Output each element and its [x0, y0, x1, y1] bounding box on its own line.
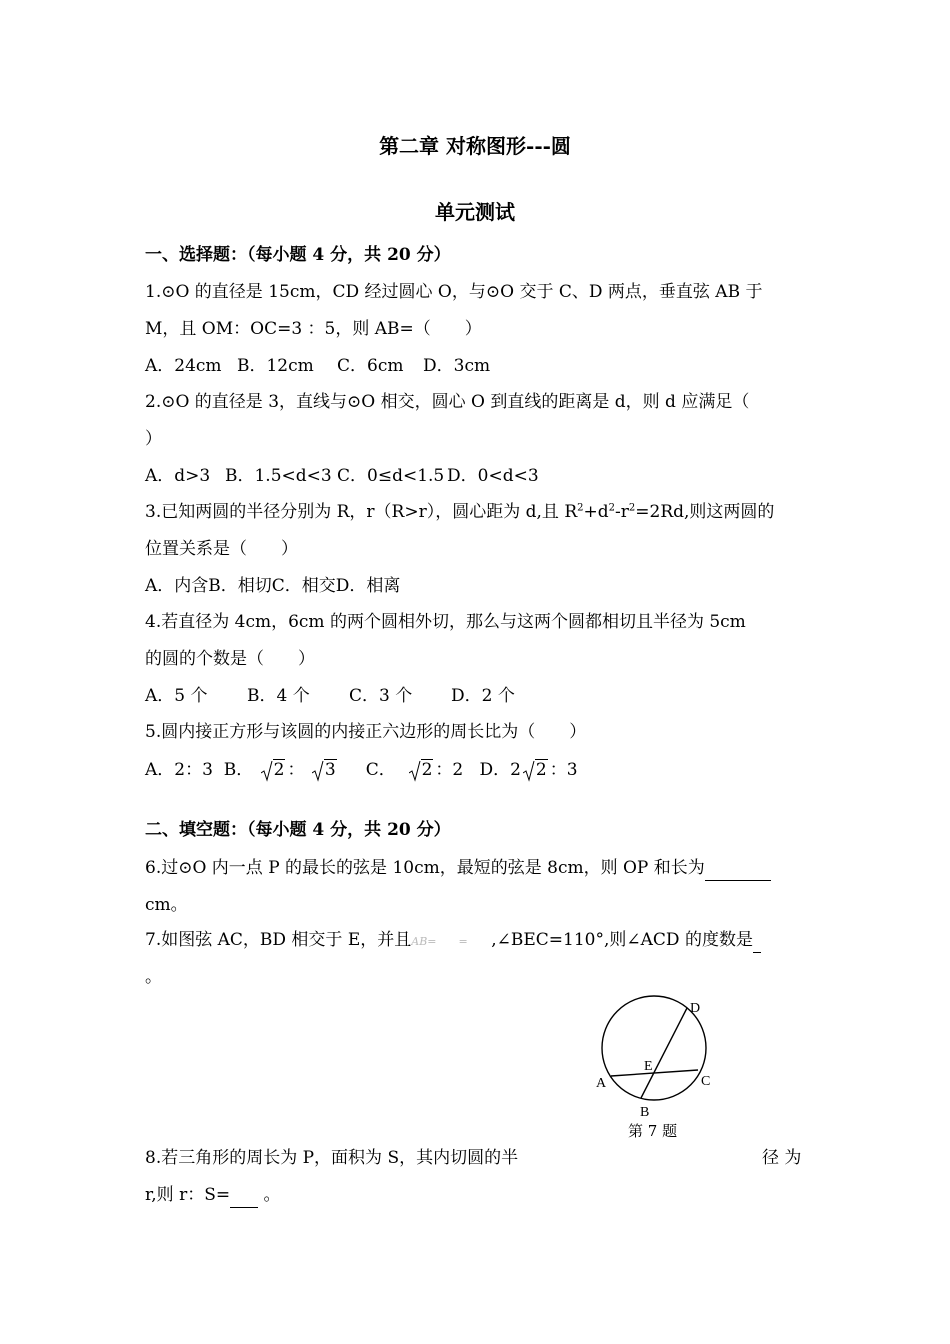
q8-line1-b: 径 为: [762, 1148, 802, 1168]
q3-options: [145, 574, 400, 598]
q7-text-b: ,∠BEC=110°,则∠ACD 的度数是: [491, 930, 753, 950]
q1-option-a: A．24cm: [145, 356, 222, 376]
q5-option-d-label: D．2: [479, 760, 521, 780]
label-d: D: [690, 1001, 701, 1016]
q4-option-a: A．5 个: [145, 686, 208, 706]
q1-line1: 1.⊙O 的直径是 15cm，CD 经过圆心 O，与⊙O 交于 C、D 两点，垂直弦 AB 于: [145, 282, 763, 302]
chord-bd: [641, 1008, 687, 1098]
q3-sup-1: 2: [577, 502, 584, 514]
q2-option-d: D．0<d<3: [447, 466, 539, 486]
label-c: C: [701, 1074, 711, 1089]
q5-option-a: A．2：3: [145, 760, 213, 780]
q3-option-a: A．内含: [145, 576, 209, 596]
section-2-heading: 二、填空题：（每小题 4 分，共 20 分）: [145, 820, 451, 840]
q4-option-c: C．3 个: [349, 686, 413, 706]
q7-answer-blank[interactable]: [753, 928, 761, 953]
page-title: 第二章 对称图形---圆: [379, 134, 571, 158]
q7-line1: [145, 928, 761, 954]
q4-options: [145, 684, 515, 708]
q5-option-b-sep: ：: [287, 760, 305, 780]
q5-option-b-radicand-2: 3: [324, 760, 336, 780]
q2-line1: 2.⊙O 的直径是 3，直线与⊙O 相交，圆心 O 到直线的距离是 d，则 d 应满足（: [145, 392, 750, 412]
q3-sup-3: 2: [628, 502, 636, 514]
q5-line1: 5.圆内接正方形与该圆的内接正六边形的周长比为（ ）: [145, 722, 587, 742]
q7-faded-formula: AB= =: [411, 935, 468, 948]
q1-option-c: C．6cm: [337, 356, 404, 376]
q8-text-a: r,则 r：S=: [145, 1185, 231, 1205]
q6-line2: cm。: [145, 895, 188, 915]
q7-line2: 。: [145, 967, 162, 987]
q3-text-d: =2Rd,则这两圆的: [635, 502, 775, 522]
q5-option-c-radicand: 2: [421, 760, 433, 780]
figure-caption: 第 7 题: [628, 1122, 678, 1140]
q4-option-d: D．2 个: [451, 686, 515, 706]
q5-option-b-sqrt-2: [312, 758, 337, 782]
q6-answer-blank[interactable]: [705, 856, 771, 881]
q6-line1: [145, 856, 771, 881]
q3-line2: 位置关系是（ ）: [145, 539, 298, 559]
q8-line1-a: 8.若三角形的周长为 P，面积为 S，其内切圆的半: [145, 1148, 519, 1168]
q2-option-c: C．0≤d<1.5: [337, 466, 445, 486]
q5-option-b-sqrt-1: [261, 758, 286, 782]
q3-text-a: 3.已知两圆的半径分别为 R，r（R>r），圆心距为 d,且 R: [145, 502, 578, 522]
page-subtitle: 单元测试: [435, 200, 515, 224]
label-a: A: [596, 1076, 607, 1091]
q5-option-b-label: B．: [223, 760, 254, 780]
q3-text-b: +d: [583, 502, 609, 522]
q5-option-d-radicand: 2: [535, 760, 547, 780]
q2-option-a: A．d>3: [145, 466, 211, 486]
q6-text: 6.过⊙O 内一点 P 的最长的弦是 10cm，最短的弦是 8cm，则 OP 和长为: [145, 858, 705, 878]
q3-option-b: B．相切: [208, 576, 272, 596]
q1-option-b: B．12cm: [237, 356, 314, 376]
q3-line1: [145, 500, 774, 524]
q3-option-c: C．相交: [271, 576, 336, 596]
q2-line2: ）: [145, 429, 162, 449]
q5-option-c-sqrt: [409, 758, 434, 782]
q8-line2: [145, 1183, 281, 1208]
q7-figure: [590, 992, 720, 1122]
q5-option-c-rest: ：2: [435, 760, 464, 780]
q3-text-c: -r: [615, 502, 629, 522]
q2-option-b: B．1.5<d<3: [225, 466, 332, 486]
q8-text-b: 。: [263, 1185, 281, 1205]
label-e: E: [644, 1059, 653, 1074]
q1-option-d: D．3cm: [423, 356, 491, 376]
q1-options: [145, 354, 490, 378]
label-b: B: [640, 1105, 650, 1120]
q8-answer-blank[interactable]: [230, 1183, 258, 1208]
q5-option-d-sqrt: [523, 758, 548, 782]
q3-option-d: D．相离: [335, 576, 401, 596]
q4-option-b: B．4 个: [247, 686, 310, 706]
q7-text-a: 7.如图弦 AC，BD 相交于 E，并且: [145, 930, 412, 950]
q2-options: [145, 464, 539, 488]
section-1-heading: 一、选择题：（每小题 4 分，共 20 分）: [145, 245, 451, 265]
q5-options: [145, 758, 578, 782]
q4-line2: 的圆的个数是（ ）: [145, 649, 315, 669]
q5-option-c-label: C．: [365, 760, 396, 780]
q5-option-d-rest: ：3: [549, 760, 578, 780]
q1-line2: M，且 OM：OC=3 ：5，则 AB=（ ）: [145, 319, 482, 339]
q3-sup-2: 2: [608, 502, 616, 514]
q5-option-b-radicand-1: 2: [273, 760, 285, 780]
q4-line1: 4.若直径为 4cm，6cm 的两个圆相外切，那么与这两个圆都相切且半径为 5cm: [145, 612, 746, 632]
